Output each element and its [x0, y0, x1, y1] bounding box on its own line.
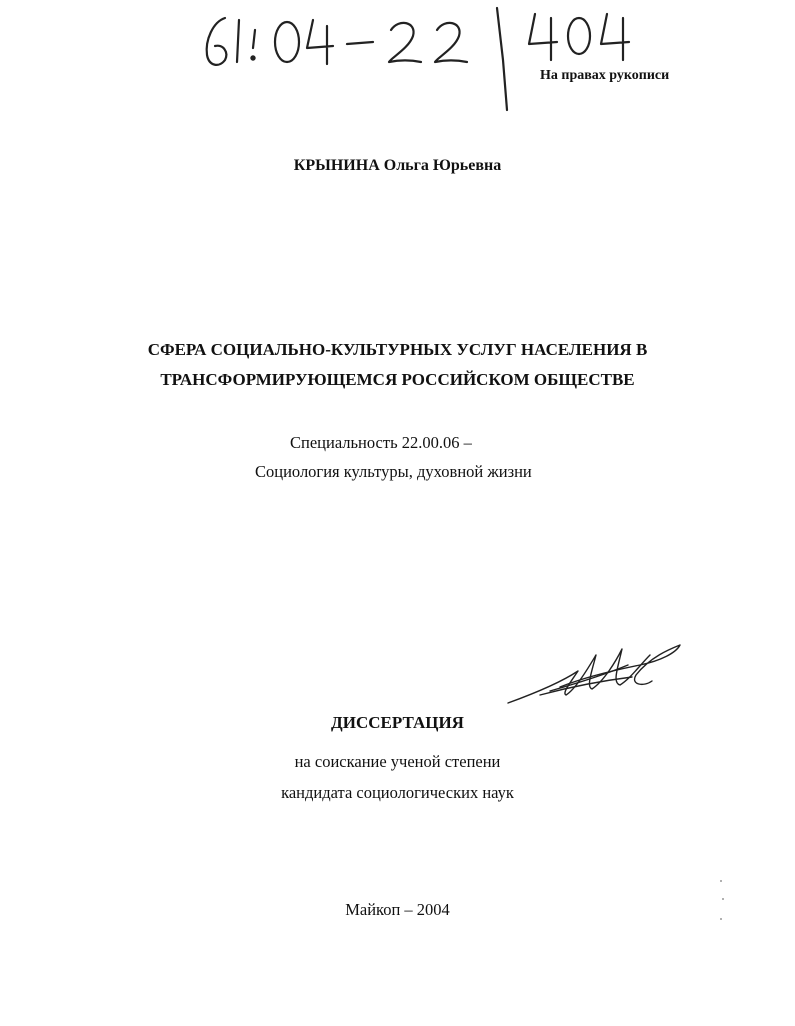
author-name: КРЫНИНА Ольга Юрьевна: [293, 157, 502, 174]
specialty-name: Социология культуры, духовной жизни: [255, 462, 532, 481]
degree-line-2: кандидата социологических наук: [281, 783, 514, 802]
scan-speck: [720, 880, 722, 882]
signature-mark: [500, 635, 690, 715]
specialty-code: Специальность 22.00.06 –: [290, 433, 472, 452]
dissertation-title-line-2: ТРАНСФОРМИРУЮЩЕМСЯ РОССИЙСКОМ ОБЩЕСТВЕ: [160, 370, 635, 389]
document-type: ДИССЕРТАЦИЯ: [331, 713, 464, 732]
degree-line-1: на соискание ученой степени: [294, 752, 501, 771]
rights-label: На правах рукописи: [540, 68, 670, 83]
scan-speck: [720, 918, 722, 920]
dissertation-title-line-1: СФЕРА СОЦИАЛЬНО-КУЛЬТУРНЫХ УСЛУГ НАСЕЛЕНИЯ В: [147, 340, 648, 359]
scan-speck: [722, 898, 724, 900]
place-year: Майкоп – 2004: [345, 900, 450, 919]
handwritten-code-image: [195, 0, 655, 115]
